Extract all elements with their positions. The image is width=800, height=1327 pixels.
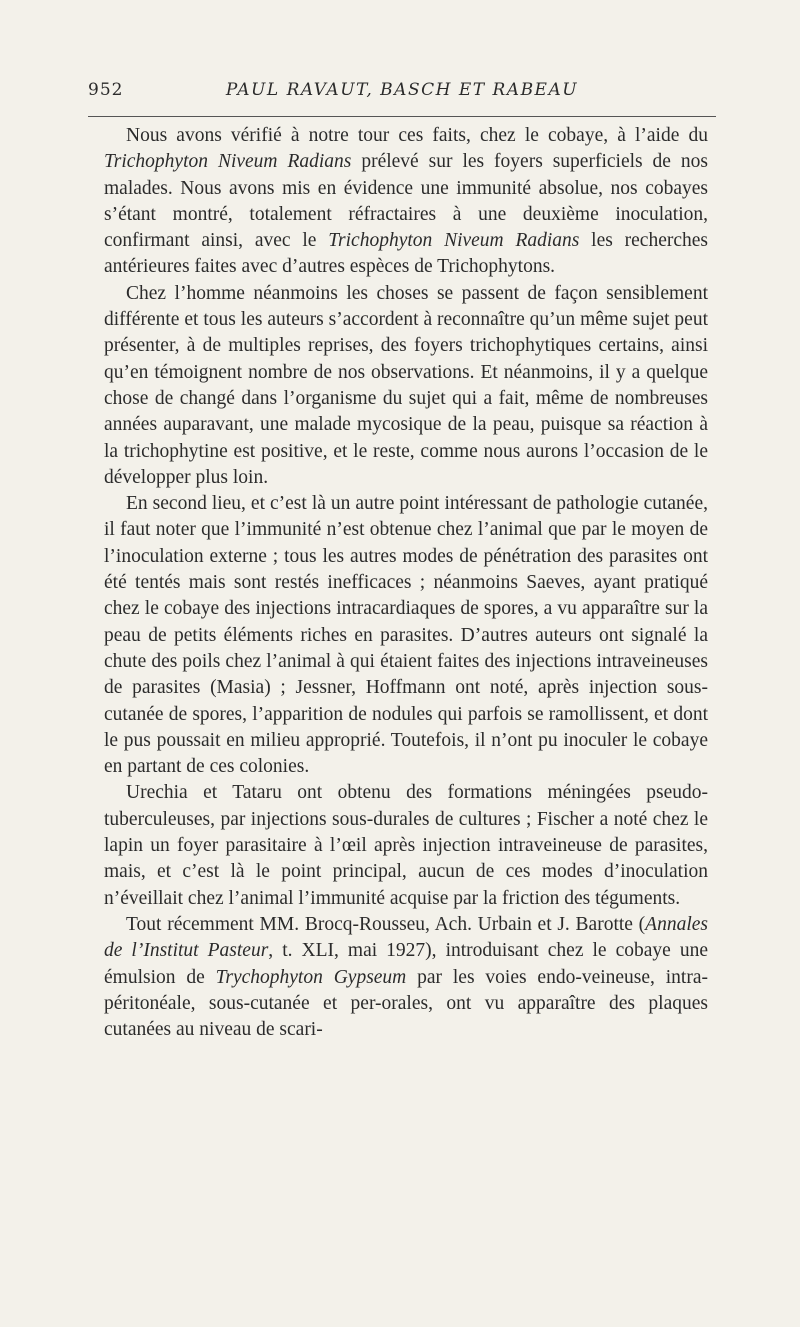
page-header (88, 80, 716, 104)
text-run: Nous avons vérifié à notre tour ces faits, chez le cobaye, à l’aide du (126, 125, 708, 146)
paragraph (104, 780, 708, 911)
italic-run: Trychophyton Gypseum (215, 966, 407, 988)
header-rule (88, 116, 716, 117)
italic-run: Trichophyton Niveum Radians (104, 151, 352, 173)
paragraph (104, 123, 708, 281)
text-run: par les voies endo-veineuse, intra-péritonéale, sous-cutanée et per-orales, ont vu apparaître des plaques cutanées au niveau de scari- (104, 966, 708, 1041)
text-run: prélevé sur les foyers superficiels de nos malades. Nous avons mis en évidence une immunité absolue, nos cobayes s’étant montré, totalement réfractaires à une deuxième inoculation, confirmant ainsi, avec le (104, 151, 708, 252)
page-number: 952 (88, 80, 124, 100)
text-run: Tout récemment MM. Brocq-Rousseu, Ach. Urbain et J. Barotte ( (126, 913, 646, 935)
text-run: Urechia et Tataru ont obtenu des formations méningées pseudo-tuberculeuses, par injections sous-durales de cultures ; Fischer a noté chez le lapin un foyer parasitaire à l’œil après injection intraveineuse de parasites, mais, et c’est là le point principal, aucun de ces modes d’inoculation n’éveillait chez l’animal l’immunité acquise par la friction des téguments. (104, 782, 708, 909)
body-text (104, 123, 708, 1043)
text-run: , t. XLI, mai 1927), introduisant chez le cobaye une émulsion de (104, 940, 708, 988)
text-run: les recherches antérieures faites avec d’autres espèces de Trichophytons. (104, 230, 708, 278)
running-title: PAUL RAVAUT, BASCH ET RABEAU (225, 80, 579, 100)
paragraph (104, 281, 708, 491)
italic-run: Trichophyton Niveum Radians (328, 230, 580, 252)
paragraph (104, 912, 708, 1043)
text-run: Chez l’homme néanmoins les choses se passent de façon sensiblement différente et tous les auteurs s’accordent à reconnaître qu’un même sujet peut présenter, à de multiples reprises, des foyers trichophytiques certains, ainsi qu’en témoignent nombre de nos observations. Et néanmoins, il y a quelque chose de changé dans l’organisme du sujet qui a fait, même de nombreuses années auparavant, une malade mycosique de la peau, puisque sa réaction à la trichophytine est positive, et le reste, comme nous aurons l’occasion de le développer plus loin. (104, 282, 708, 488)
text-run: En second lieu, et c’est là un autre point intéressant de pathologie cutanée, il faut noter que l’immunité n’est obtenue chez l’animal que par le moyen de l’inoculation externe ; tous les autres modes de pénétration des parasites ont été tentés mais sont restés inefficaces ; néanmoins Saeves, ayant pratiqué chez le cobaye des injections intracardiaques de spores, a vu apparaître sur la peau de petits éléments riches en parasites. D’autres auteurs ont signalé la chute des poils chez l’animal à qui étaient faites des injections intraveineuses de parasites (Masia) ; Jessner, Hoffmann ont noté, après injection sous-cutanée de spores, l’apparition de nodules qui parfois se ramollissent, et dont le pus poussait en milieu approprié. Toutefois, il n’ont pu inoculer le cobaye en partant de ces colonies. (104, 493, 708, 778)
paragraph (104, 491, 708, 780)
italic-run: Annales de l’Institut Pasteur (104, 913, 708, 962)
